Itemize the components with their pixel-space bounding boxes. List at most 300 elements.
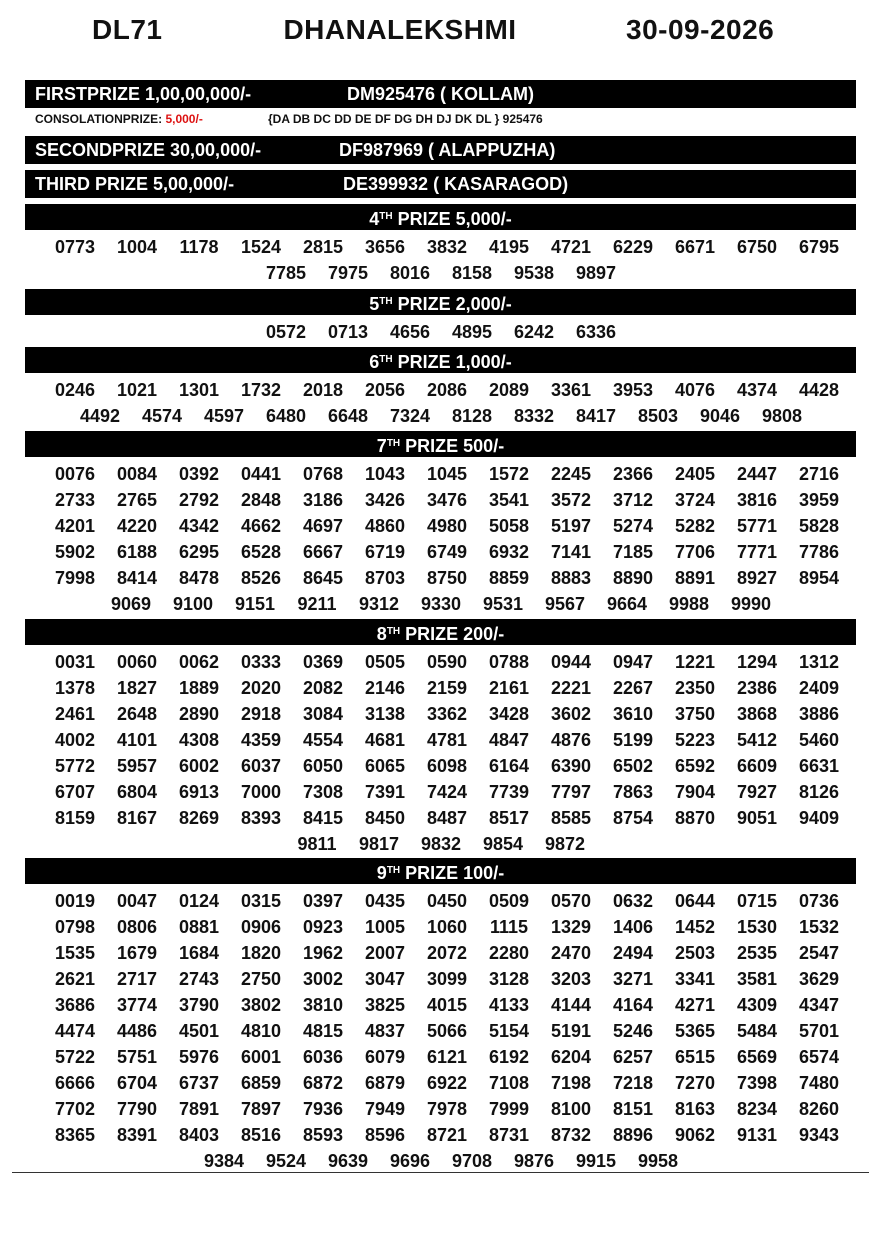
prize-8-bar bbox=[25, 619, 856, 645]
winning-number: 2072 bbox=[426, 943, 468, 963]
number-row bbox=[0, 831, 880, 857]
winning-number: 2409 bbox=[798, 678, 840, 698]
winning-number: 1378 bbox=[54, 678, 96, 698]
winning-number: 8731 bbox=[488, 1125, 530, 1145]
winning-number: 6192 bbox=[488, 1047, 530, 1067]
winning-number: 1178 bbox=[179, 237, 219, 257]
prize-ordinal-suffix: TH bbox=[386, 865, 401, 876]
winning-number: 2765 bbox=[116, 490, 158, 510]
winning-number: 0572 bbox=[265, 322, 307, 342]
winning-number: 4002 bbox=[54, 730, 96, 750]
winning-number: 2089 bbox=[488, 380, 530, 400]
number-row bbox=[0, 260, 880, 286]
prize-ordinal: 5 bbox=[369, 294, 380, 314]
winning-number: 6795 bbox=[798, 237, 840, 257]
winning-number: 0435 bbox=[364, 891, 406, 911]
winning-number: 5365 bbox=[674, 1021, 716, 1041]
winning-number: 2547 bbox=[798, 943, 840, 963]
winning-number: 0047 bbox=[116, 891, 158, 911]
third-prize-ticket: DE399932 ( KASARAGOD) bbox=[343, 174, 569, 194]
winning-number: 7270 bbox=[674, 1073, 716, 1093]
winning-number: 1406 bbox=[612, 917, 654, 937]
number-row bbox=[0, 727, 880, 753]
winning-number: 8503 bbox=[637, 406, 679, 426]
third-prize-bar bbox=[25, 170, 856, 198]
winning-number: 9069 bbox=[110, 594, 152, 614]
winning-number: 7424 bbox=[426, 782, 468, 802]
winning-number: 4860 bbox=[364, 516, 406, 536]
winning-number: 8269 bbox=[178, 808, 220, 828]
winning-number: 9811 bbox=[297, 834, 337, 854]
winning-number: 8163 bbox=[674, 1099, 716, 1119]
number-row bbox=[0, 914, 880, 940]
number-row bbox=[0, 675, 880, 701]
winning-number: 6631 bbox=[798, 756, 840, 776]
winning-number: 4342 bbox=[178, 516, 220, 536]
winning-number: 4271 bbox=[674, 995, 716, 1015]
winning-number: 4980 bbox=[426, 516, 468, 536]
winning-number: 8954 bbox=[798, 568, 840, 588]
second-prize-ticket: DF987969 ( ALAPPUZHA) bbox=[339, 140, 556, 160]
winning-number: 8100 bbox=[550, 1099, 592, 1119]
winning-number: 4133 bbox=[488, 995, 530, 1015]
number-row bbox=[0, 966, 880, 992]
lottery-name: DHANALEKSHMI bbox=[283, 14, 517, 45]
number-row bbox=[0, 1044, 880, 1070]
winning-number: 6922 bbox=[426, 1073, 468, 1093]
winning-number: 4474 bbox=[54, 1021, 96, 1041]
winning-number: 1021 bbox=[116, 380, 158, 400]
winning-number: 9524 bbox=[265, 1151, 307, 1171]
winning-number: 5246 bbox=[612, 1021, 654, 1041]
winning-number: 5191 bbox=[550, 1021, 592, 1041]
winning-number: 9990 bbox=[730, 594, 772, 614]
winning-number: 1962 bbox=[302, 943, 344, 963]
winning-number: 4895 bbox=[451, 322, 493, 342]
winning-number: 3203 bbox=[550, 969, 592, 989]
winning-number: 4195 bbox=[488, 237, 530, 257]
number-row bbox=[0, 591, 880, 617]
consolation-amount: 5,000/- bbox=[165, 112, 203, 126]
winning-number: 5058 bbox=[488, 516, 530, 536]
prize-7-bar bbox=[25, 431, 856, 457]
winning-number: 6719 bbox=[364, 542, 406, 562]
winning-number: 6098 bbox=[426, 756, 468, 776]
winning-number: 4574 bbox=[141, 406, 183, 426]
consolation-line bbox=[35, 112, 543, 126]
winning-number: 6001 bbox=[240, 1047, 282, 1067]
winning-number: 5274 bbox=[612, 516, 654, 536]
prize-6-bar bbox=[25, 347, 856, 373]
number-row bbox=[0, 377, 880, 403]
winning-number: 7108 bbox=[488, 1073, 530, 1093]
winning-number: 4597 bbox=[203, 406, 245, 426]
winning-number: 6229 bbox=[612, 237, 654, 257]
winning-number: 0632 bbox=[612, 891, 654, 911]
prize-4-bar bbox=[25, 204, 856, 230]
prize-label: PRIZE 200/- bbox=[400, 624, 505, 644]
winning-number: 2020 bbox=[240, 678, 282, 698]
winning-number: 7897 bbox=[240, 1099, 282, 1119]
winning-number: 2350 bbox=[674, 678, 716, 698]
winning-number: 3186 bbox=[302, 490, 344, 510]
winning-number: 9664 bbox=[606, 594, 648, 614]
winning-number: 8365 bbox=[54, 1125, 96, 1145]
winning-number: 2890 bbox=[178, 704, 220, 724]
winning-number: 2082 bbox=[302, 678, 344, 698]
winning-number: 8478 bbox=[178, 568, 220, 588]
winning-number: 0315 bbox=[240, 891, 282, 911]
winning-number: 6121 bbox=[426, 1047, 468, 1067]
winning-number: 7999 bbox=[488, 1099, 530, 1119]
winning-number: 2146 bbox=[364, 678, 406, 698]
winning-number: 5154 bbox=[488, 1021, 530, 1041]
winning-number: 3774 bbox=[116, 995, 158, 1015]
number-row bbox=[0, 565, 880, 591]
winning-number: 4486 bbox=[116, 1021, 158, 1041]
first-prize-bar bbox=[25, 80, 856, 108]
winning-number: 3602 bbox=[550, 704, 592, 724]
number-row bbox=[0, 753, 880, 779]
winning-number: 2750 bbox=[240, 969, 282, 989]
winning-number: 3541 bbox=[488, 490, 530, 510]
winning-number: 8890 bbox=[612, 568, 654, 588]
winning-number: 8393 bbox=[240, 808, 282, 828]
number-row bbox=[0, 779, 880, 805]
winning-number: 4554 bbox=[302, 730, 344, 750]
winning-number: 6913 bbox=[178, 782, 220, 802]
winning-number: 1115 bbox=[489, 917, 529, 937]
winning-number: 7185 bbox=[612, 542, 654, 562]
winning-number: 4101 bbox=[116, 730, 158, 750]
winning-number: 8596 bbox=[364, 1125, 406, 1145]
winning-number: 7797 bbox=[550, 782, 592, 802]
winning-number: 6036 bbox=[302, 1047, 344, 1067]
prize-label: PRIZE 5,000/- bbox=[392, 209, 512, 229]
winning-number: 0923 bbox=[302, 917, 344, 937]
winning-number: 1329 bbox=[550, 917, 592, 937]
winning-number: 3724 bbox=[674, 490, 716, 510]
prize-ordinal-suffix: TH bbox=[379, 211, 393, 222]
winning-number: 9872 bbox=[544, 834, 586, 854]
winning-number: 8260 bbox=[798, 1099, 840, 1119]
winning-number: 7975 bbox=[327, 263, 369, 283]
prize-ordinal-suffix: TH bbox=[379, 354, 393, 365]
winning-number: 2056 bbox=[364, 380, 406, 400]
winning-number: 4492 bbox=[79, 406, 121, 426]
winning-number: 9988 bbox=[668, 594, 710, 614]
winning-number: 8645 bbox=[302, 568, 344, 588]
number-row bbox=[0, 1148, 880, 1174]
winning-number: 8128 bbox=[451, 406, 493, 426]
winning-number: 4656 bbox=[389, 322, 431, 342]
winning-number: 5701 bbox=[798, 1021, 840, 1041]
winning-number: 5751 bbox=[116, 1047, 158, 1067]
number-row bbox=[0, 319, 880, 345]
winning-number: 9409 bbox=[798, 808, 840, 828]
winning-number: 4201 bbox=[54, 516, 96, 536]
winning-number: 6872 bbox=[302, 1073, 344, 1093]
winning-number: 0806 bbox=[116, 917, 158, 937]
winning-number: 2494 bbox=[612, 943, 654, 963]
winning-number: 8159 bbox=[54, 808, 96, 828]
winning-number: 5772 bbox=[54, 756, 96, 776]
winning-number: 6480 bbox=[265, 406, 307, 426]
winning-number: 0570 bbox=[550, 891, 592, 911]
winning-number: 4781 bbox=[426, 730, 468, 750]
winning-number: 0062 bbox=[178, 652, 220, 672]
winning-number: 9312 bbox=[358, 594, 400, 614]
winning-number: 2461 bbox=[54, 704, 96, 724]
number-row bbox=[0, 513, 880, 539]
second-prize-label: SECONDPRIZE 30,00,000/- bbox=[35, 140, 262, 160]
winning-number: 2405 bbox=[674, 464, 716, 484]
winning-number: 7949 bbox=[364, 1099, 406, 1119]
winning-number: 4015 bbox=[426, 995, 468, 1015]
winning-number: 0397 bbox=[302, 891, 344, 911]
winning-number: 7978 bbox=[426, 1099, 468, 1119]
winning-number: 7891 bbox=[178, 1099, 220, 1119]
winning-number: 6502 bbox=[612, 756, 654, 776]
consolation-label: CONSOLATIONPRIZE: bbox=[35, 112, 163, 126]
winning-number: 5722 bbox=[54, 1047, 96, 1067]
winning-number: 4847 bbox=[488, 730, 530, 750]
prize-ordinal: 9 bbox=[376, 863, 387, 883]
winning-number: 2648 bbox=[116, 704, 158, 724]
number-row bbox=[0, 888, 880, 914]
number-row bbox=[0, 805, 880, 831]
winning-number: 9696 bbox=[389, 1151, 431, 1171]
winning-number: 9062 bbox=[674, 1125, 716, 1145]
prize-ordinal-suffix: TH bbox=[386, 438, 401, 449]
winning-number: 8415 bbox=[302, 808, 344, 828]
winning-number: 6671 bbox=[674, 237, 716, 257]
winning-number: 4810 bbox=[240, 1021, 282, 1041]
winning-number: 7739 bbox=[488, 782, 530, 802]
winning-number: 5957 bbox=[116, 756, 158, 776]
winning-number: 6050 bbox=[302, 756, 344, 776]
winning-number: 0076 bbox=[54, 464, 96, 484]
draw-code: DL71 bbox=[92, 14, 163, 45]
winning-number: 7141 bbox=[550, 542, 592, 562]
winning-number: 4662 bbox=[240, 516, 282, 536]
prize-label: PRIZE 100/- bbox=[400, 863, 505, 883]
winning-number: 3802 bbox=[240, 995, 282, 1015]
winning-number: 1312 bbox=[798, 652, 840, 672]
winning-number: 3886 bbox=[798, 704, 840, 724]
winning-number: 3128 bbox=[488, 969, 530, 989]
winning-number: 8703 bbox=[364, 568, 406, 588]
winning-number: 4220 bbox=[116, 516, 158, 536]
winning-number: 2470 bbox=[550, 943, 592, 963]
winning-number: 9876 bbox=[513, 1151, 555, 1171]
winning-number: 6204 bbox=[550, 1047, 592, 1067]
winning-number: 4309 bbox=[736, 995, 778, 1015]
winning-number: 1732 bbox=[240, 380, 282, 400]
winning-number: 6515 bbox=[674, 1047, 716, 1067]
winning-number: 9343 bbox=[798, 1125, 840, 1145]
winning-number: 2535 bbox=[736, 943, 778, 963]
first-prize-label: FIRSTPRIZE 1,00,00,000/- bbox=[35, 84, 252, 104]
winning-number: 8391 bbox=[116, 1125, 158, 1145]
winning-number: 8016 bbox=[389, 263, 431, 283]
winning-number: 3428 bbox=[488, 704, 530, 724]
winning-number: 4076 bbox=[674, 380, 716, 400]
winning-number: 1452 bbox=[674, 917, 716, 937]
winning-number: 3362 bbox=[426, 704, 468, 724]
winning-number: 9708 bbox=[451, 1151, 493, 1171]
winning-number: 0333 bbox=[240, 652, 282, 672]
prize-label: PRIZE 500/- bbox=[400, 436, 505, 456]
prize-ordinal: 6 bbox=[369, 352, 380, 372]
winning-number: 7927 bbox=[736, 782, 778, 802]
winning-number: 5828 bbox=[798, 516, 840, 536]
winning-number: 8870 bbox=[674, 808, 716, 828]
winning-number: 9131 bbox=[736, 1125, 778, 1145]
winning-number: 9100 bbox=[172, 594, 214, 614]
winning-number: 3084 bbox=[302, 704, 344, 724]
winning-number: 7863 bbox=[612, 782, 654, 802]
winning-number: 0798 bbox=[54, 917, 96, 937]
winning-number: 2221 bbox=[550, 678, 592, 698]
winning-number: 5902 bbox=[54, 542, 96, 562]
winning-number: 2733 bbox=[54, 490, 96, 510]
winning-number: 8158 bbox=[451, 263, 493, 283]
winning-number: 0124 bbox=[178, 891, 220, 911]
number-row bbox=[0, 649, 880, 675]
winning-number: 4876 bbox=[550, 730, 592, 750]
number-row bbox=[0, 403, 880, 429]
winning-number: 3790 bbox=[178, 995, 220, 1015]
winning-number: 6079 bbox=[364, 1047, 406, 1067]
winning-number: 6737 bbox=[178, 1073, 220, 1093]
winning-number: 9330 bbox=[420, 594, 462, 614]
winning-number: 3832 bbox=[426, 237, 468, 257]
winning-number: 6879 bbox=[364, 1073, 406, 1093]
winning-number: 2007 bbox=[364, 943, 406, 963]
winning-number: 3816 bbox=[736, 490, 778, 510]
winning-number: 7198 bbox=[550, 1073, 592, 1093]
winning-number: 7706 bbox=[674, 542, 716, 562]
winning-number: 6667 bbox=[302, 542, 344, 562]
winning-number: 3002 bbox=[302, 969, 344, 989]
winning-number: 8417 bbox=[575, 406, 617, 426]
winning-number: 3825 bbox=[364, 995, 406, 1015]
winning-number: 6932 bbox=[488, 542, 530, 562]
winning-number: 7790 bbox=[116, 1099, 158, 1119]
winning-number: 6609 bbox=[736, 756, 778, 776]
winning-number: 6002 bbox=[178, 756, 220, 776]
winning-number: 1045 bbox=[426, 464, 468, 484]
winning-number: 4721 bbox=[550, 237, 592, 257]
winning-number: 8593 bbox=[302, 1125, 344, 1145]
winning-number: 9151 bbox=[234, 594, 276, 614]
winning-number: 0736 bbox=[798, 891, 840, 911]
winning-number: 3686 bbox=[54, 995, 96, 1015]
winning-number: 9384 bbox=[203, 1151, 245, 1171]
number-row bbox=[0, 1122, 880, 1148]
winning-number: 2792 bbox=[178, 490, 220, 510]
winning-number: 3868 bbox=[736, 704, 778, 724]
winning-number: 1005 bbox=[364, 917, 406, 937]
winning-number: 4837 bbox=[364, 1021, 406, 1041]
winning-number: 1684 bbox=[178, 943, 220, 963]
prize-ordinal: 8 bbox=[376, 624, 387, 644]
winning-number: 0773 bbox=[54, 237, 96, 257]
winning-number: 3361 bbox=[550, 380, 592, 400]
winning-number: 4359 bbox=[240, 730, 282, 750]
winning-number: 2366 bbox=[612, 464, 654, 484]
winning-number: 8450 bbox=[364, 808, 406, 828]
winning-number: 8516 bbox=[240, 1125, 282, 1145]
winning-number: 9538 bbox=[513, 263, 555, 283]
winning-number: 7398 bbox=[736, 1073, 778, 1093]
prize-ordinal-suffix: TH bbox=[379, 296, 393, 307]
winning-number: 5484 bbox=[736, 1021, 778, 1041]
winning-number: 8859 bbox=[488, 568, 530, 588]
winning-number: 3138 bbox=[364, 704, 406, 724]
winning-number: 1532 bbox=[798, 917, 840, 937]
winning-number: 6257 bbox=[612, 1047, 654, 1067]
winning-number: 4697 bbox=[302, 516, 344, 536]
winning-number: 4374 bbox=[736, 380, 778, 400]
winning-number: 8126 bbox=[798, 782, 840, 802]
winning-number: 3810 bbox=[302, 995, 344, 1015]
winning-number: 8517 bbox=[488, 808, 530, 828]
number-row bbox=[0, 1096, 880, 1122]
winning-number: 7308 bbox=[302, 782, 344, 802]
winning-number: 1827 bbox=[116, 678, 158, 698]
winning-number: 9832 bbox=[420, 834, 462, 854]
winning-number: 3426 bbox=[364, 490, 406, 510]
winning-number: 0019 bbox=[54, 891, 96, 911]
winning-number: 7904 bbox=[674, 782, 716, 802]
winning-number: 3656 bbox=[364, 237, 406, 257]
winning-number: 7786 bbox=[798, 542, 840, 562]
number-row bbox=[0, 461, 880, 487]
winning-number: 0944 bbox=[550, 652, 592, 672]
winning-number: 3750 bbox=[674, 704, 716, 724]
winning-number: 0881 bbox=[178, 917, 220, 937]
winning-number: 0715 bbox=[736, 891, 778, 911]
prize-9-bar bbox=[25, 858, 856, 884]
winning-number: 3712 bbox=[612, 490, 654, 510]
winning-number: 9531 bbox=[482, 594, 524, 614]
winning-number: 2621 bbox=[54, 969, 96, 989]
winning-number: 9046 bbox=[699, 406, 741, 426]
winning-number: 2815 bbox=[302, 237, 344, 257]
winning-number: 3341 bbox=[674, 969, 716, 989]
number-row bbox=[0, 487, 880, 513]
winning-number: 9915 bbox=[575, 1151, 617, 1171]
winning-number: 0505 bbox=[364, 652, 406, 672]
winning-number: 0509 bbox=[488, 891, 530, 911]
winning-number: 3953 bbox=[612, 380, 654, 400]
winning-number: 0644 bbox=[674, 891, 716, 911]
winning-number: 2743 bbox=[178, 969, 220, 989]
number-row bbox=[0, 539, 880, 565]
winning-number: 9567 bbox=[544, 594, 586, 614]
winning-number: 8754 bbox=[612, 808, 654, 828]
winning-number: 2848 bbox=[240, 490, 282, 510]
prize-label: PRIZE 1,000/- bbox=[392, 352, 512, 372]
winning-number: 8721 bbox=[426, 1125, 468, 1145]
winning-number: 3959 bbox=[798, 490, 840, 510]
winning-number: 6065 bbox=[364, 756, 406, 776]
winning-number: 0084 bbox=[116, 464, 158, 484]
winning-number: 8585 bbox=[550, 808, 592, 828]
winning-number: 2245 bbox=[550, 464, 592, 484]
